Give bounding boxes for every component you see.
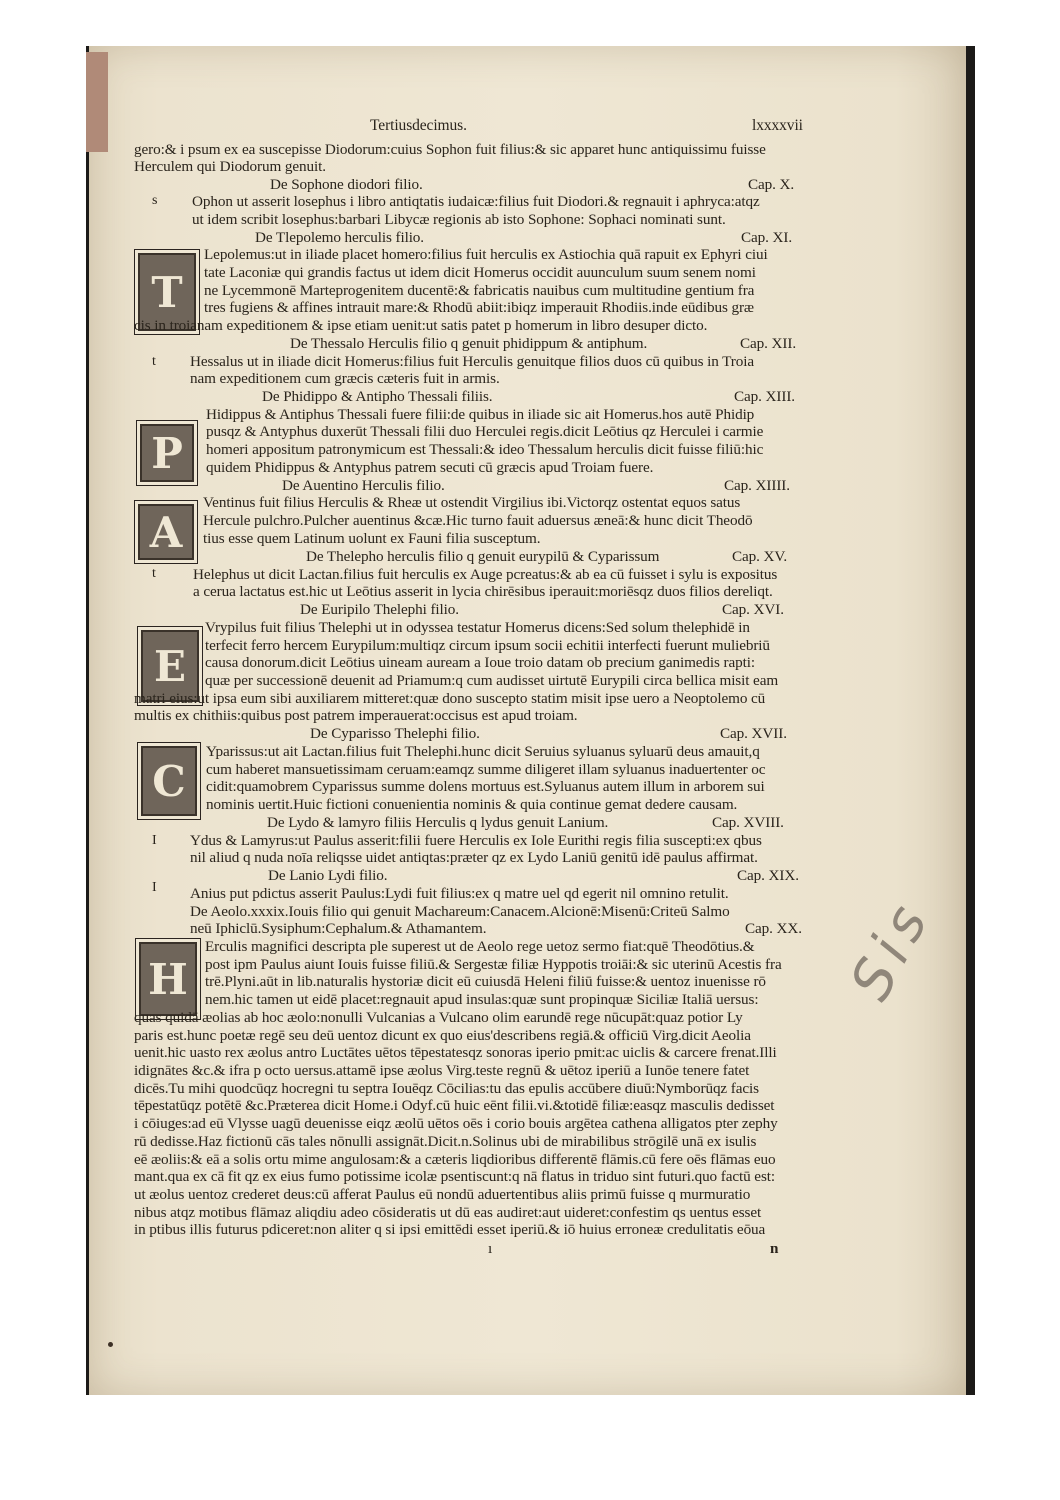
initial-letter: T bbox=[134, 249, 200, 335]
catchword: n bbox=[770, 1240, 779, 1257]
chapter-number: Cap. XIX. bbox=[737, 867, 799, 884]
folio-number: lxxxxvii bbox=[752, 117, 803, 134]
text-line: ne Lycemmonē Marteprogenitem ducentē:& fabricatis nauibus cum multitudine gentium fra bbox=[204, 282, 755, 299]
text-line: a cerua lactatus est.hic ut Leōtius asserit in lycia chirēsibus iperauit:moriēsqz duos filios dereliqt. bbox=[193, 583, 773, 600]
page-edge-tab bbox=[86, 52, 108, 152]
text-line: Lepolemus:ut in iliade placet homero:filius fuit herculis ex Astiochia quā rapuit ex Ephyri ciui bbox=[204, 246, 768, 263]
text-line: Vrypilus fuit filius Thelephi ut in odyssea testatur Homerus dicens:Sed solum thelephidē in bbox=[205, 619, 750, 636]
chapter-number: Cap. XV. bbox=[732, 548, 788, 565]
text-line: nominis uertit.Huic fictioni conuenientia nominis & quia continue gemat dedere causam. bbox=[206, 796, 738, 813]
margin-mark: I bbox=[152, 833, 157, 848]
text-line: Anius put pdictus asserit Paulus:Lydi fuit filius:ex q matre uel qd egerit nil omnino retulit. bbox=[190, 885, 729, 902]
text-line: tate Laconiæ qui grandis factus ut idem dicit Homerus occidit auunculum suum senem nomi bbox=[204, 264, 756, 281]
chapter-heading: De Auentino Herculis filio. bbox=[282, 477, 445, 494]
text-line: quas quidā æolias ab hoc æolo:nonulli Vulcanias a Vulcano olim earundē rege nūcupāt:quaz potior Ly bbox=[134, 1009, 743, 1026]
text-line: tius esse quem Latinum uolunt ex Fauni filia susceptum. bbox=[203, 530, 541, 547]
text-line: cis in troianam expeditionem & ipse etiam uenit:ut satis patet p homerum in libro desuper dicto. bbox=[134, 317, 708, 334]
text-line: causa donorum.dicit Leōtius uineam auream a Ioue troio datam ob precium ganimedis rapti: bbox=[205, 654, 756, 671]
text-line: Yparissus:ut ait Lactan.filius fuit Thelephi.hunc dicit Seruius syluanus syluarū deus amauit,q bbox=[206, 743, 760, 760]
text-line: nibus atqz motibus flāmaz aliqdiu adeo cōsideratis ut dū eas audiret:aut uideret:confestim qs uentus esset bbox=[134, 1204, 762, 1221]
text-line: Ophon ut asserit losephus i libro antiqtatis iudaicæ:filius fuit Diodori.& regnauit i aphryca:atqz bbox=[192, 193, 760, 210]
chapter-heading: De Thelepho herculis filio q genuit eurypilū & Cyparissum bbox=[306, 548, 660, 565]
chapter-number: Cap. XIII. bbox=[734, 388, 795, 405]
text-line: tres fugiens & affines intrauit mare:& Rhodū abiit:ibiqz imperauit Rhodiis.inde eūdibus græ bbox=[204, 299, 754, 316]
chapter-heading: De Lydo & lamyro filiis Herculis q lydus genuit Lanium. bbox=[267, 814, 609, 831]
chapter-heading: De Cyparisso Thelephi filio. bbox=[310, 725, 480, 742]
text-line: tēpestatūqz potētē &c.Præterea dicit Home.i Odyf.cū huic eēnt filii.vi.&totidē filiæ:easqz masculis dedisset bbox=[134, 1097, 775, 1114]
chapter-heading: De Phidippo & Antipho Thessali filiis. bbox=[262, 388, 493, 405]
running-head-title: Tertiusdecimus. bbox=[370, 117, 467, 134]
text-line: i cōiuges:ad eū Vlysse uagū deuenisse eiqz æolū uētos oēs i corio bouis argētea cathena alligatos pter zephy bbox=[134, 1115, 778, 1132]
text-line: mant.qua ex cā fit qz ex eius fumo potissime icolæ psentiscunt:q nā flatus in triduo sint futuri.quo factū est: bbox=[134, 1168, 775, 1185]
chapter-number: Cap. XII. bbox=[740, 335, 797, 352]
text-line: multis ex chithiis:quibus post patrem imperauerat:occisus est apud troiam. bbox=[134, 707, 578, 724]
text-line: cidit:quamobrem Cyparissus summe dolens mortuus est.Syluanus autem illum in arborem sui bbox=[206, 778, 765, 795]
chapter-number: Cap. XX. bbox=[745, 920, 802, 937]
text-line: eē æoliis:& eā a solis ortu mime angulosam:& a cæteris liqdioribus differentē flāmis.cū fere oēs flāmas euo bbox=[134, 1151, 776, 1168]
text-line: Herculem qui Diodorum genuit. bbox=[134, 158, 326, 175]
text-line: cum haberet mansuetissimam ceruam:eamqz summe diligeret illam syluanus inaduertenter oc bbox=[206, 761, 766, 778]
text-line: matri eius:ut ipsa eum sibi auxiliarem mitteret:quæ dono suscepto statim misit ipse uero a Neoptolemo cū bbox=[134, 690, 766, 707]
initial-letter: A bbox=[134, 500, 198, 564]
chapter-number: Cap. XI. bbox=[741, 229, 793, 246]
margin-mark: t bbox=[152, 566, 156, 581]
text-line: uenit.hic uasto rex æolus antro Luctātes uētos tēpestatesqz sonoras iperio pmit:ac uiclis & carcere frenat.Illi bbox=[134, 1044, 777, 1061]
margin-mark: I bbox=[152, 880, 157, 895]
initial-letter: P bbox=[136, 420, 198, 486]
ink-spot bbox=[108, 1342, 113, 1347]
text-line: ut idem scribit losephus:barbari Libycæ regionis ab isto Sophone: Sophaci nominati sunt. bbox=[192, 211, 726, 228]
chapter-number: Cap. X. bbox=[748, 176, 795, 193]
text-line: in ptibus illis futurus pdiceret:non aliter q si ipsi emittēdi esset iperiū.& iō huius erroneæ credulitatis eōua bbox=[134, 1221, 766, 1238]
text-line: pusqz & Antyphus duxerūt Thessali filii duo Herculei regis.dicit Leōtius qz Herculei i carmie bbox=[206, 423, 764, 440]
chapter-number: Cap. XIIII. bbox=[724, 477, 790, 494]
chapter-number: Cap. XVIII. bbox=[712, 814, 784, 831]
chapter-number: Cap. XVI. bbox=[722, 601, 784, 618]
chapter-heading: De Euripilo Thelephi filio. bbox=[300, 601, 459, 618]
text-line: nem.hic tamen ut eidē placet:regnauit apud insulas:quæ sunt propinquæ Siciliæ Italiā uersus: bbox=[205, 991, 759, 1008]
library-stamp: Sis bbox=[838, 887, 945, 1011]
text-line: Ydus & Lamyrus:ut Paulus asserit:filii fuere Herculis ex Iole Eurithi regis filia suscepti:ex qbus bbox=[190, 832, 762, 849]
chapter-heading: De Lanio Lydi filio. bbox=[268, 867, 388, 884]
initial-letter: H bbox=[135, 938, 201, 1020]
chapter-heading: De Aeolo.xxxix.Iouis filio qui genuit Machareum:Canacem.Alcionē:Misenū:Criteū Salmo bbox=[190, 903, 730, 920]
text-line: rū dedisse.Haz fictionū cās tales nōnulli assignāt.Dicit.n.Solinus ubi de mirabilibus strōgilē unā ex isulis bbox=[134, 1133, 757, 1150]
text-line: terfecit ferro hercem Eurypilum:multiqz circum ipsum socii echitii interfecti fuerunt muliebriū bbox=[205, 637, 770, 654]
text-line: Hessalus ut in iliade dicit Homerus:filius fuit Herculis genuitque filios duos cū quibus in Troia bbox=[190, 353, 754, 370]
text-line: nil aliud q nuda noīa reliqsse uidet antiqtas:præter qz ex Lydo Laniū genitū idē paulus affirmat. bbox=[190, 849, 758, 866]
text-line: Erculis magnifici descripta ple superest ut de Aeolo rege uetoz sermo fiat:quē Theodōtius.& bbox=[205, 938, 755, 955]
text-line: homeri appositum patronymicum est Thessali:& ideo Thessalum herculis dicit fuisse filiū:hic bbox=[206, 441, 764, 458]
text-line: nam expeditionem cum græcis cæteris fuit in armis. bbox=[190, 370, 500, 387]
text-line: Hercule pulchro.Pulcher auentinus &cæ.Hic turno fauit aduersus æneā:& hunc dicit Theodō bbox=[203, 512, 753, 529]
initial-letter: E bbox=[137, 626, 203, 706]
text-line: Helephus ut dicit Lactan.filius fuit herculis ex Auge pcreatus:& ab ea cū fuisset i sylu is expositus bbox=[193, 566, 778, 583]
text-line: gero:& i psum ex ea suscepisse Diodorum:cuius Sophon fuit filius:& sic apparet hunc antiquissimu fuisse bbox=[134, 141, 766, 158]
text-line: paris est.hunc poetæ regē seu deū uentoz dicunt ex quo eius'describens regiā.& officiū Virg.dicit Aeolia bbox=[134, 1027, 751, 1044]
text-line: Hidippus & Antiphus Thessali fuere filii:de quibus in iliade sic ait Homerus.hos autē Phidip bbox=[206, 406, 755, 423]
text-line: Ventinus fuit filius Herculis & Rheæ ut ostendit Virgilius ibi.Victorqz ostentat equos satus bbox=[203, 494, 741, 511]
footer-mark: ı bbox=[488, 1240, 493, 1257]
text-line: dicēs.Tu mihi quodcūqz hocregni tu septra Iouēqz Cōcilias:tu das epulis accūbere diuū:Nymborūqz facis bbox=[134, 1080, 759, 1097]
text-line: idignātes &c.& ifra p octo uersus.attamē ipse æolus Virg.teste regnū & uētoz iperiū a Iunōe tenere fatet bbox=[134, 1062, 750, 1079]
text-line: quæ per successionē deuenit ad Priamum:q cum audisset uirtutē Eurypili circa bellica misit eam bbox=[205, 672, 779, 689]
chapter-heading: De Sophone diodori filio. bbox=[270, 176, 423, 193]
text-line: post ipm Paulus aiunt Iouis fuisse filiū.& Sergestæ filiæ Hyppotis troiāi:& sic uterinū Acestis fra bbox=[205, 956, 782, 973]
initial-letter: C bbox=[137, 742, 201, 820]
chapter-heading: De Tlepolemo herculis filio. bbox=[255, 229, 425, 246]
chapter-number: Cap. XVII. bbox=[720, 725, 787, 742]
text-line: ut æolus uentoz crederet deus:cū afferat Paulus eū nondū aduertentibus aliis primū fuisse q murmuratio bbox=[134, 1186, 751, 1203]
text-line: trē.Plyni.aūt in lib.naturalis hystoriæ dicit eū cuiusdā Heleni filiū fuisse:& uentoz inuenisse rō bbox=[205, 973, 766, 990]
margin-mark: t bbox=[152, 354, 156, 369]
chapter-heading: De Thessalo Herculis filio q genuit phidippum & antiphum. bbox=[290, 335, 648, 352]
margin-mark: s bbox=[152, 193, 158, 208]
text-line: quidem Phidippus & Antyphus patrem secuti cū græcis apud Troiam fuere. bbox=[206, 459, 654, 476]
chapter-heading: neū Iphiclū.Sysiphum:Cephalum.& Athamantem. bbox=[190, 920, 487, 937]
